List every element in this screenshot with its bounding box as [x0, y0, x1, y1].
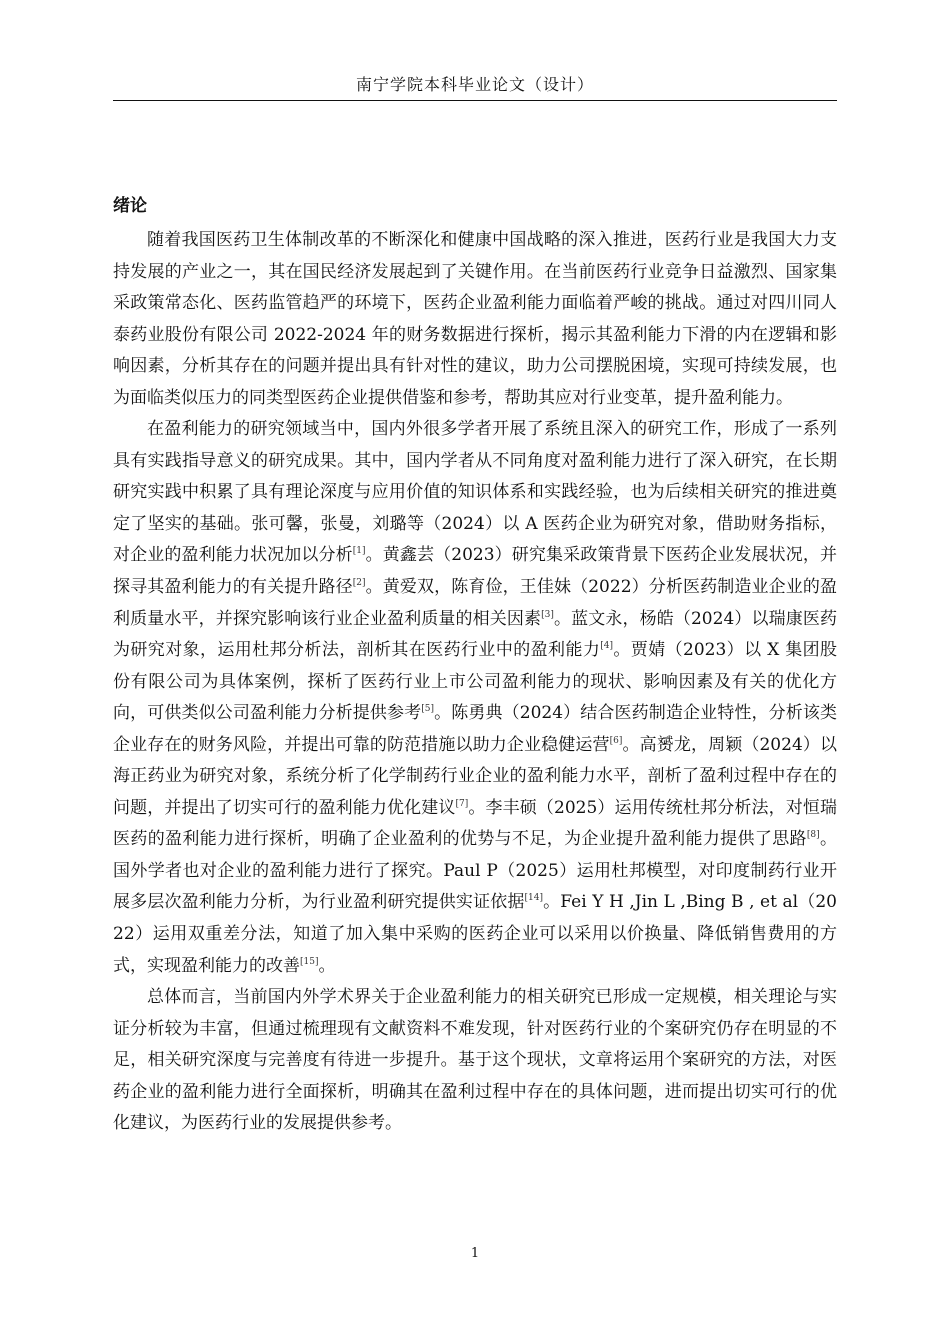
paragraph-summary [113, 982, 837, 1140]
citation-ref: [6] [609, 735, 623, 746]
paragraph-text: 。黄鑫芸（2023）研究集采政策背景下医药企业发展状况，并探寻其盈利能力的有关提升路径 [113, 545, 838, 598]
section-heading: 绪论 [113, 196, 147, 216]
paragraph-text: 。高赟龙，周颖（2024）以海正药业为研究对象，系统分析了化学制药行业企业的盈利能力水平，剖析了盈利过程中存在的问题，并提出了切实可行的盈利能力优化建议 [113, 734, 838, 818]
paragraph-text: 。黄爱双，陈育俭，王佳妹（2022）分析医药制造业企业的盈利质量水平，并探究影响该行业企业盈利质量的相关因素 [113, 577, 838, 629]
header-divider [113, 100, 837, 101]
citation-ref: [4] [600, 641, 613, 652]
citation-ref: [1] [352, 546, 366, 557]
paragraph-text: 。Fei Y H ,Jin L ,Bing B , et al（2022）运用双重差分法，知道了加入集中采购的医药企业可以采用以价换量、降低销售费用的方式，实现盈利能力的改善 [113, 892, 837, 976]
body-text [113, 225, 837, 1140]
paragraph-text: 。 [318, 955, 336, 976]
citation-ref: [5] [421, 704, 434, 715]
page-number: 1 [470, 1246, 480, 1261]
citation-ref: [14] [524, 893, 543, 904]
paragraph-text: 。贾婧（2023）以 X 集团股份有限公司为具体案例，探析了医药行业上市公司盈利能力的现状、影响因素及有关的优化方向，可供类似公司盈利能力分析提供参考 [113, 640, 837, 724]
page-header-title: 南宁学院本科毕业论文（设计） [355, 75, 594, 94]
citation-ref: [7] [455, 798, 469, 809]
citation-ref: [3] [541, 609, 554, 620]
paragraph-text: 随着我国医药卫生体制改革的不断深化和健康中国战略的深入推进，医药行业是我国大力支持发展的产业之一，其在国民经济发展起到了关键作用。在当前医药行业竞争日益激烈、国家集采政策常态化、医药监管趋严的环境下，医药企业盈利能力面临着严峻的挑战。通过对四川同人泰药业股份有限公司 2022-2024 年的财务数据进行探析，揭示其盈利能力下滑的内在逻辑和影响因素，分析其存在的问题并提出具有针对性的建议，助力公司摆脱困境，实现可持续发展，也为面临类似压力的同类型医药企业提供借鉴和参考，帮助其应对行业变革，提升盈利能力。 [113, 230, 837, 408]
paragraph-text: 总体而言，当前国内外学术界关于企业盈利能力的相关研究已形成一定规模，相关理论与实证分析较为丰富，但通过梳理现有文献资料不难发现，针对医药行业的个案研究仍存在明显的不足，相关研究深度与完善度有待进一步提升。基于这个现状，文章将运用个案研究的方法，对医药企业的盈利能力进行全面探析，明确其在盈利过程中存在的具体问题，进而提出切实可行的优化建议，为医药行业的发展提供参考。 [113, 987, 837, 1134]
citation-ref: [2] [352, 578, 366, 589]
paragraph-literature-review [113, 414, 837, 982]
paragraph-text: 。蓝文永，杨皓（2024）以瑞康医药为研究对象，运用杜邦分析法，剖析其在医药行业中的盈利能力 [113, 608, 838, 661]
citation-ref: [15] [300, 956, 319, 967]
paragraph-text: 在盈利能力的研究领域当中，国内外很多学者开展了系统且深入的研究工作，形成了一系列具有实践指导意义的研究成果。其中，国内学者从不同角度对盈利能力进行了深入研究，在长期研究实践中积累了具有理论深度与应用价值的知识体系和实践经验，也为后续相关研究的推进奠定了坚实的基础。张可馨，张曼，刘璐等（2024）以 A 医药企业为研究对象，借助财务指标，对企业的盈利能力状况加以分析 [113, 419, 837, 566]
paragraph-text: 。李丰硕（2025）运用传统杜邦分析法，对恒瑞医药的盈利能力进行探析，明确了企业盈利的优势与不足，为企业提升盈利能力提供了思路 [113, 797, 838, 850]
paragraph-text: 。陈勇典（2024）结合医药制造企业特性，分析该类企业存在的财务风险，并提出可靠的防范措施以助力企业稳健运营 [113, 703, 838, 755]
paragraph-text: 。国外学者也对企业的盈利能力进行了探究。Paul P（2025）运用杜邦模型，对印度制药行业开展多层次盈利能力分析，为行业盈利研究提供实证依据 [113, 829, 838, 913]
citation-ref: [8] [806, 830, 820, 841]
paragraph-intro [113, 225, 837, 414]
